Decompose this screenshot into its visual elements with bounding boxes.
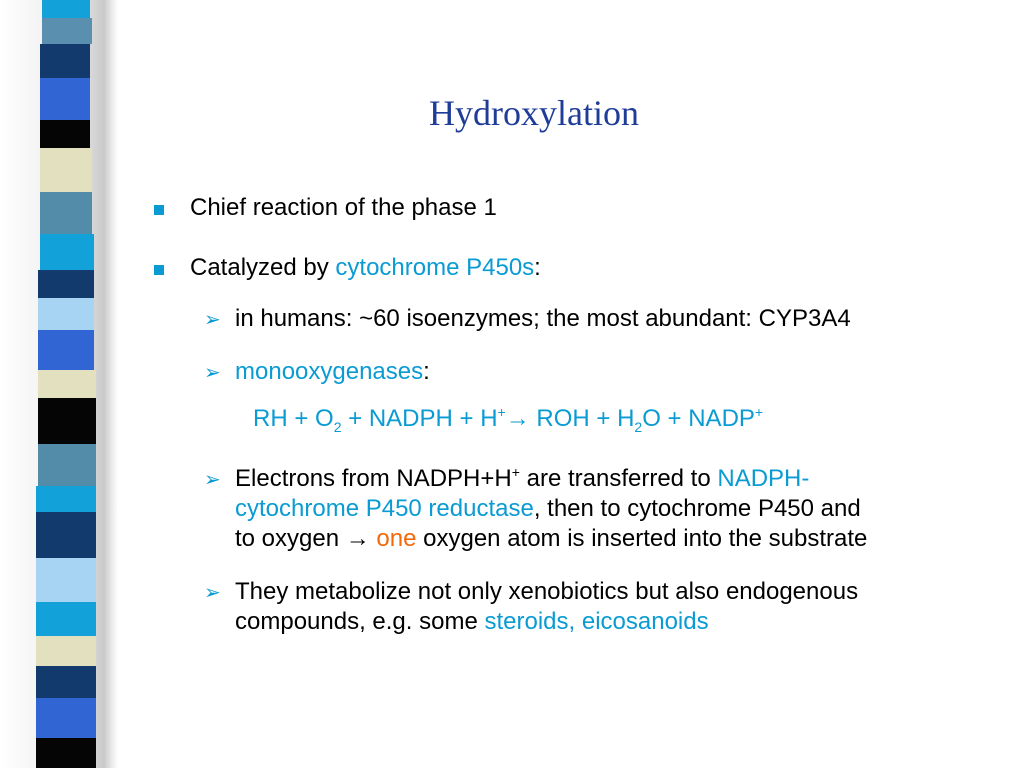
- slide-title: Hydroxylation: [429, 93, 639, 133]
- sub-bullet-text: oxygen atom is inserted into the substrate: [416, 525, 868, 552]
- highlight-text: monooxygenases: [235, 358, 424, 385]
- sub-bullet-text: :: [423, 358, 430, 385]
- arrow-bullet-icon: ➢: [204, 362, 221, 384]
- equation-subscript: 2: [634, 418, 643, 435]
- equation-part: O + NADP: [642, 405, 755, 432]
- equation-superscript: +: [754, 404, 764, 420]
- equation-part: + NADPH + H: [341, 405, 498, 432]
- highlight-text: steroids, eicosanoids: [484, 608, 709, 635]
- sub-bullet-text: , then to cytochrome P450 and: [533, 495, 861, 522]
- equation-superscript: +: [497, 404, 506, 420]
- sub-bullet-text: compounds, e.g. some: [235, 608, 485, 635]
- sub-bullet-item: [204, 357, 1002, 387]
- highlight-text: NADPH-: [717, 465, 810, 492]
- arrow-bullet-icon: ➢: [204, 309, 221, 331]
- sub-bullet-text: are transferred to: [519, 465, 718, 492]
- bullet-text: Chief reaction of the phase 1: [190, 194, 497, 221]
- bullet-text: Catalyzed by: [190, 254, 336, 281]
- reaction-equation: [253, 404, 1002, 434]
- bullet-item: [152, 193, 1002, 223]
- sub-bullet-text: Electrons from NADPH+H: [235, 465, 512, 492]
- highlight-text: cytochrome P450s: [335, 254, 535, 281]
- bullet-item: [152, 253, 1002, 283]
- sub-bullet-item: [204, 464, 1002, 554]
- arrow-bullet-icon: ➢: [204, 469, 221, 491]
- equation-subscript: 2: [333, 418, 342, 435]
- sub-bullet-item: [204, 304, 1002, 334]
- sub-bullet-item: [204, 577, 1002, 637]
- sub-bullet-text: They metabolize not only xenobiotics but also endogenous: [235, 578, 859, 605]
- superscript: +: [511, 464, 520, 480]
- sub-bullet-text: to oxygen →: [235, 525, 377, 552]
- reaction-arrow-icon: →: [505, 405, 530, 432]
- equation-part: ROH + H: [529, 405, 635, 432]
- bullet-text: :: [534, 254, 541, 281]
- square-bullet-icon: [154, 265, 164, 275]
- equation-part: RH + O: [253, 405, 334, 432]
- orange-highlight-text: one: [376, 525, 417, 552]
- square-bullet-icon: [154, 205, 164, 215]
- arrow-bullet-icon: ➢: [204, 582, 221, 604]
- highlight-text: cytochrome P450 reductase: [235, 495, 534, 522]
- slide-content: [152, 193, 1002, 660]
- sub-bullet-text: in humans: ~60 isoenzymes; the most abundant: CYP3A4: [235, 305, 851, 332]
